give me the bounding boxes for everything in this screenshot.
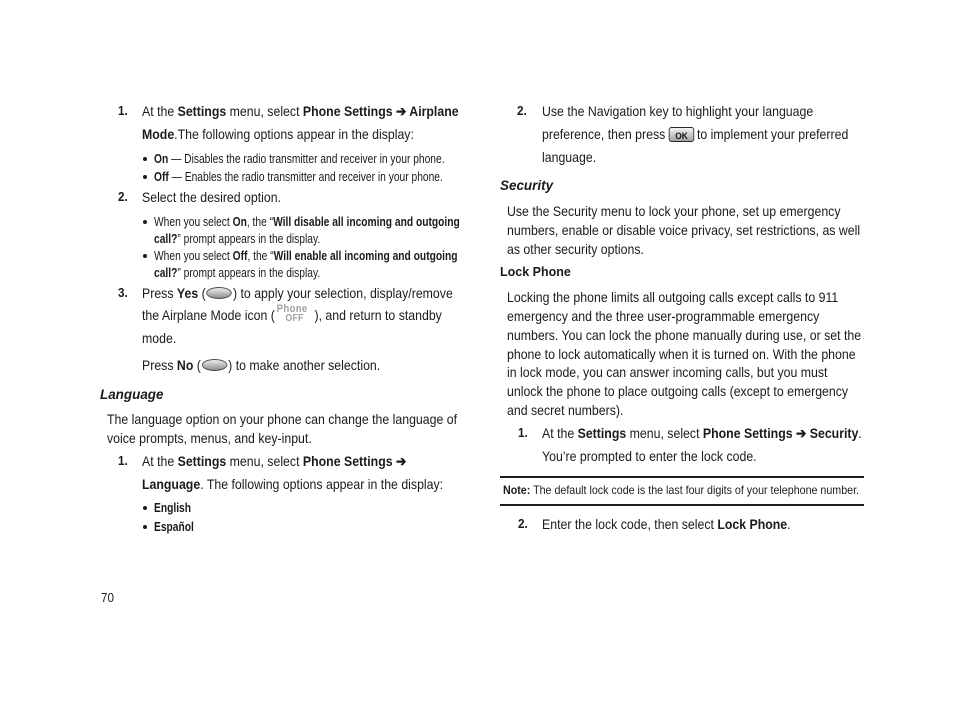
text-run: At the — [142, 103, 178, 119]
paragraph-line: Use the Security menu to lock your phone, set up emergency — [507, 203, 841, 219]
text-run: .The following options appear in the display: — [174, 126, 414, 142]
step-text: You’re prompted to enter the lock code. — [542, 448, 757, 464]
step-text: mode. — [142, 330, 177, 346]
paragraph-line: voice prompts, menus, and key-input. — [107, 430, 312, 446]
menu-name: Settings — [177, 103, 227, 119]
ok-key-icon — [669, 127, 695, 142]
option-desc: — Disables the radio transmitter and receiver in your phone. — [168, 152, 445, 166]
text-run: , the “ — [246, 215, 274, 229]
prompt-note — [154, 247, 458, 265]
prompt-note — [154, 213, 460, 231]
step-text: language. — [542, 149, 597, 165]
step-number: 2. — [518, 516, 528, 531]
text-run: menu, select — [626, 425, 703, 441]
paragraph-line: emergency and the three user-programmable emergency — [507, 308, 820, 324]
menu-name: Settings — [577, 425, 627, 441]
text-run: menu, select — [226, 103, 303, 119]
text-run: ( — [198, 285, 206, 301]
prompt-text: Will enable all incoming and outgoing — [273, 249, 458, 263]
step-number: 2. — [118, 189, 128, 204]
option-item — [154, 150, 445, 168]
section-heading-security: Security — [500, 177, 554, 193]
bullet-icon — [143, 506, 147, 510]
step-text — [142, 356, 380, 374]
step-number: 1. — [118, 453, 128, 468]
menu-item-lock-phone: Lock Phone — [717, 516, 788, 532]
key-name-no: No — [176, 357, 194, 373]
text-run: ) to make another selection. — [228, 357, 381, 373]
text-run: preference, then press — [542, 126, 666, 142]
bullet-icon — [143, 220, 147, 224]
text-run: ) to apply your selection, display/remove — [232, 285, 453, 301]
bullet-icon — [143, 254, 147, 258]
paragraph-line: The language option on your phone can change the language of — [107, 411, 458, 427]
phone-off-icon — [276, 304, 314, 325]
text-run: When you select — [154, 215, 233, 229]
menu-path: Phone Settings ➔ Security — [702, 425, 859, 441]
prompt-text: Will disable all incoming and outgoing — [273, 215, 460, 229]
text-run: When you select — [154, 249, 233, 263]
note-divider-bottom — [500, 504, 864, 506]
step-text — [142, 303, 442, 325]
section-heading-language: Language — [100, 386, 164, 402]
phone-off-icon-top-text: Phone — [276, 303, 308, 316]
bullet-icon — [143, 157, 147, 161]
menu-path: Phone Settings ➔ Airplane — [302, 103, 459, 119]
step-number: 1. — [518, 425, 528, 440]
paragraph-line: in lock mode, you can answer incoming calls, but you must — [507, 364, 828, 380]
step-number: 2. — [517, 103, 527, 118]
soft-key-icon — [207, 287, 233, 299]
step-text — [142, 284, 453, 302]
prompt-note — [154, 230, 320, 248]
text-run: At the — [542, 425, 578, 441]
step-text — [542, 515, 791, 533]
step-number: 1. — [118, 103, 128, 118]
menu-path: Mode — [142, 126, 175, 142]
text-run: , the “ — [247, 249, 274, 263]
menu-name: Settings — [177, 453, 227, 469]
option-item — [154, 518, 194, 536]
text-run: At the — [142, 453, 178, 469]
paragraph-line: Locking the phone limits all outgoing calls except calls to 911 — [507, 289, 839, 305]
text-run: ), and return to standby — [314, 307, 442, 323]
step-text — [142, 102, 459, 120]
text-run: Enter the lock code, then select — [542, 516, 718, 532]
text-run: ” prompt appears in the display. — [177, 266, 321, 280]
step-text — [142, 452, 406, 470]
step-text: Select the desired option. — [142, 189, 282, 205]
option-name: Off — [232, 249, 248, 263]
option-name: On — [232, 215, 247, 229]
option-name: Off — [154, 170, 169, 184]
menu-path: Phone Settings ➔ — [302, 453, 407, 469]
key-name-yes: Yes — [176, 285, 199, 301]
step-text — [542, 125, 848, 143]
prompt-text: call? — [154, 232, 178, 246]
option-desc: — Enables the radio transmitter and receiver in your phone. — [168, 170, 443, 184]
text-run: the Airplane Mode icon ( — [142, 307, 275, 323]
option-item — [154, 168, 443, 186]
phone-off-icon-bottom-text: OFF — [285, 313, 304, 325]
text-run: ( — [193, 357, 201, 373]
prompt-text: call? — [154, 266, 178, 280]
paragraph-line: phone to lock automatically when it is turned on. With the phone — [507, 346, 856, 362]
text-run: Press — [142, 357, 177, 373]
step-text: Use the Navigation key to highlight your language — [542, 103, 814, 119]
step-text — [142, 475, 443, 493]
step-text — [542, 424, 862, 442]
menu-path: Language — [142, 476, 201, 492]
soft-key-icon — [202, 359, 228, 371]
note-text: The default lock code is the last four digits of your telephone number. — [530, 483, 860, 497]
note-box — [503, 482, 859, 498]
step-text — [142, 125, 414, 143]
text-run: . The following options appear in the display: — [200, 476, 444, 492]
paragraph-line: numbers, enable or disable voice privacy, set restrictions, as well — [507, 222, 861, 238]
page-number: 70 — [101, 590, 115, 605]
step-number: 3. — [118, 285, 128, 300]
text-run: menu, select — [226, 453, 303, 469]
subsection-heading-lock-phone: Lock Phone — [500, 265, 571, 279]
ok-key-label: OK — [675, 130, 688, 142]
paragraph-line: unlock the phone to place outgoing calls (except to emergency — [507, 383, 849, 399]
language-option: Español — [154, 520, 194, 534]
paragraph-line: as other security options. — [507, 241, 644, 257]
option-name: On — [154, 152, 169, 166]
bullet-icon — [143, 525, 147, 529]
language-option: English — [154, 501, 192, 515]
text-run: to implement your preferred — [696, 126, 849, 142]
prompt-note — [154, 264, 320, 282]
bullet-icon — [143, 175, 147, 179]
note-divider-top — [500, 476, 864, 478]
text-run: . — [858, 425, 862, 441]
text-run: ” prompt appears in the display. — [177, 232, 321, 246]
text-run: Press — [142, 285, 177, 301]
option-item — [154, 499, 191, 517]
paragraph-line: numbers. You can lock the phone manually during use, or set the — [507, 327, 862, 343]
paragraph-line: and secret numbers). — [507, 402, 624, 418]
text-run: . — [787, 516, 791, 532]
note-label: Note: — [503, 483, 531, 497]
